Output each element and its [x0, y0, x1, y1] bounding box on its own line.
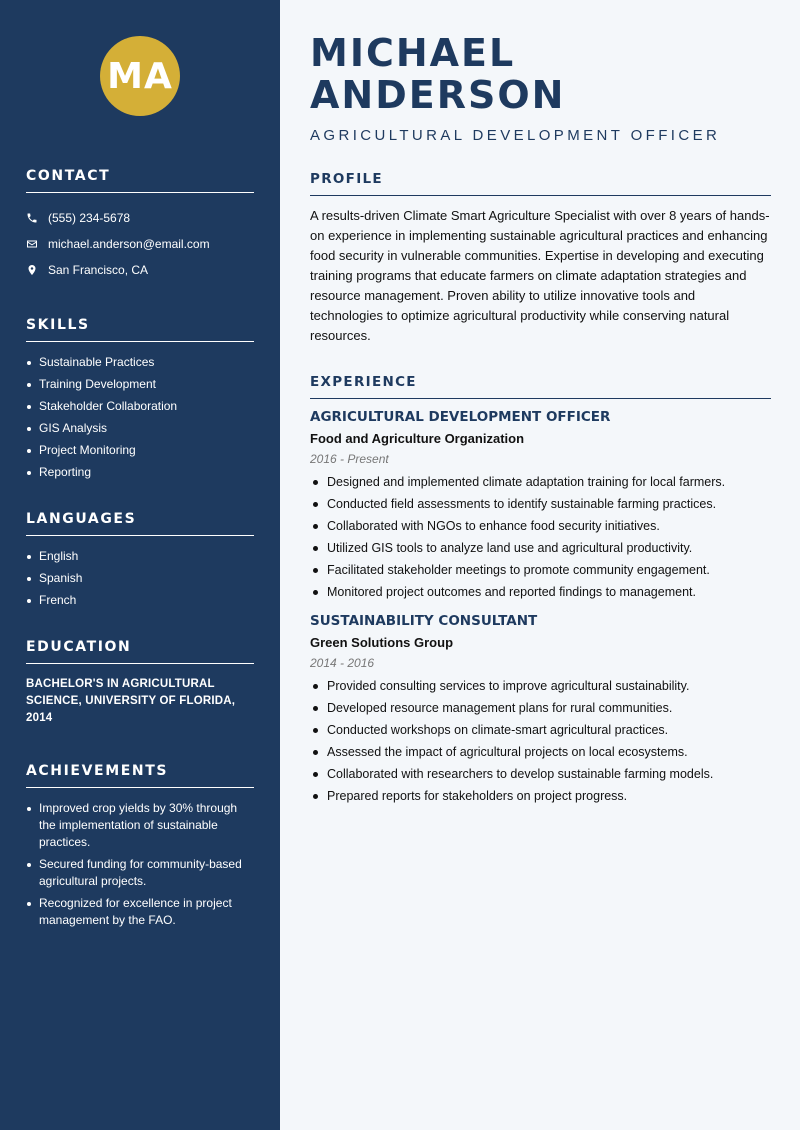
duty-item: Conducted workshops on climate-smart agricultural practices. [310, 722, 771, 739]
education-entry: BACHELOR'S IN AGRICULTURAL SCIENCE, UNIVERSITY OF FLORIDA, 2014 [26, 678, 236, 724]
profile-heading: PROFILE [310, 171, 771, 196]
experience-heading: EXPERIENCE [310, 374, 771, 399]
achievements-section [26, 763, 254, 929]
contact-location-text: San Francisco, CA [48, 263, 149, 277]
achievement-item: Secured funding for community-based agricultural projects. [26, 856, 254, 890]
job-title: SUSTAINABILITY CONSULTANT [310, 613, 538, 629]
skill-item: Reporting [26, 464, 254, 481]
skill-item: Stakeholder Collaboration [26, 398, 254, 415]
language-item: Spanish [26, 570, 254, 587]
location-icon [26, 264, 48, 276]
contact-heading: CONTACT [26, 168, 254, 193]
candidate-name: MICHAEL ANDERSON [310, 31, 566, 117]
job-entry [310, 409, 771, 601]
phone-icon [26, 212, 48, 224]
achievements-list [26, 800, 254, 929]
skill-item: Project Monitoring [26, 442, 254, 459]
experience-section [310, 374, 771, 805]
duty-item: Collaborated with NGOs to enhance food security initiatives. [310, 518, 771, 535]
education-section [26, 639, 254, 727]
contact-phone[interactable] [26, 205, 254, 231]
duty-item: Prepared reports for stakeholders on project progress. [310, 788, 771, 805]
duty-item: Conducted field assessments to identify sustainable farming practices. [310, 496, 771, 513]
skills-section [26, 317, 254, 481]
education-heading: EDUCATION [26, 639, 254, 664]
duty-item: Provided consulting services to improve agricultural sustainability. [310, 678, 771, 695]
contact-section [26, 168, 254, 283]
contact-email[interactable] [26, 231, 254, 257]
language-item: French [26, 592, 254, 609]
candidate-title: AGRICULTURAL DEVELOPMENT OFFICER [310, 127, 721, 144]
skills-list [26, 354, 254, 481]
job-company: Food and Agriculture Organization [310, 431, 525, 446]
language-item: English [26, 548, 254, 565]
achievement-item: Improved crop yields by 30% through the implementation of sustainable practices. [26, 800, 254, 851]
duty-item: Designed and implemented climate adaptation training for local farmers. [310, 474, 771, 491]
job-duties [310, 474, 771, 601]
job-duties [310, 678, 771, 805]
contact-phone-text: (555) 234-5678 [48, 211, 131, 225]
achievements-heading: ACHIEVEMENTS [26, 763, 254, 788]
sidebar [0, 0, 280, 1130]
duty-item: Collaborated with researchers to develop sustainable farming models. [310, 766, 771, 783]
duty-item: Developed resource management plans for rural communities. [310, 700, 771, 717]
skill-item: Sustainable Practices [26, 354, 254, 371]
job-dates: 2014 - 2016 [310, 656, 375, 670]
achievement-item: Recognized for excellence in project management by the FAO. [26, 895, 254, 929]
email-icon [26, 238, 48, 250]
skill-item: GIS Analysis [26, 420, 254, 437]
duty-item: Assessed the impact of agricultural projects on local ecosystems. [310, 744, 771, 761]
job-company: Green Solutions Group [310, 635, 454, 650]
contact-location [26, 257, 254, 283]
profile-text: A results-driven Climate Smart Agriculture Specialist with over 8 years of hands-on experience in implementing sustainable agricultural practices and enhancing food security in vulnerable communities. Expertise in developing and executing training programs that educate farmers on climate adaptation strategies and resource management. Proven ability to utilize innovative tools and technologies to optimize agricultural productivity while conserving natural resources. [310, 208, 770, 343]
job-dates: 2016 - Present [310, 452, 389, 466]
avatar: MA [100, 36, 180, 116]
job-entry [310, 613, 771, 805]
job-title: AGRICULTURAL DEVELOPMENT OFFICER [310, 409, 611, 425]
languages-section [26, 511, 254, 609]
main-content [280, 0, 800, 1130]
contact-email-text: michael.anderson@email.com [48, 237, 210, 251]
duty-item: Facilitated stakeholder meetings to promote community engagement. [310, 562, 771, 579]
skill-item: Training Development [26, 376, 254, 393]
languages-list [26, 548, 254, 609]
duty-item: Monitored project outcomes and reported findings to management. [310, 584, 771, 601]
duty-item: Utilized GIS tools to analyze land use and agricultural productivity. [310, 540, 771, 557]
skills-heading: SKILLS [26, 317, 254, 342]
languages-heading: LANGUAGES [26, 511, 254, 536]
profile-section [310, 171, 771, 346]
